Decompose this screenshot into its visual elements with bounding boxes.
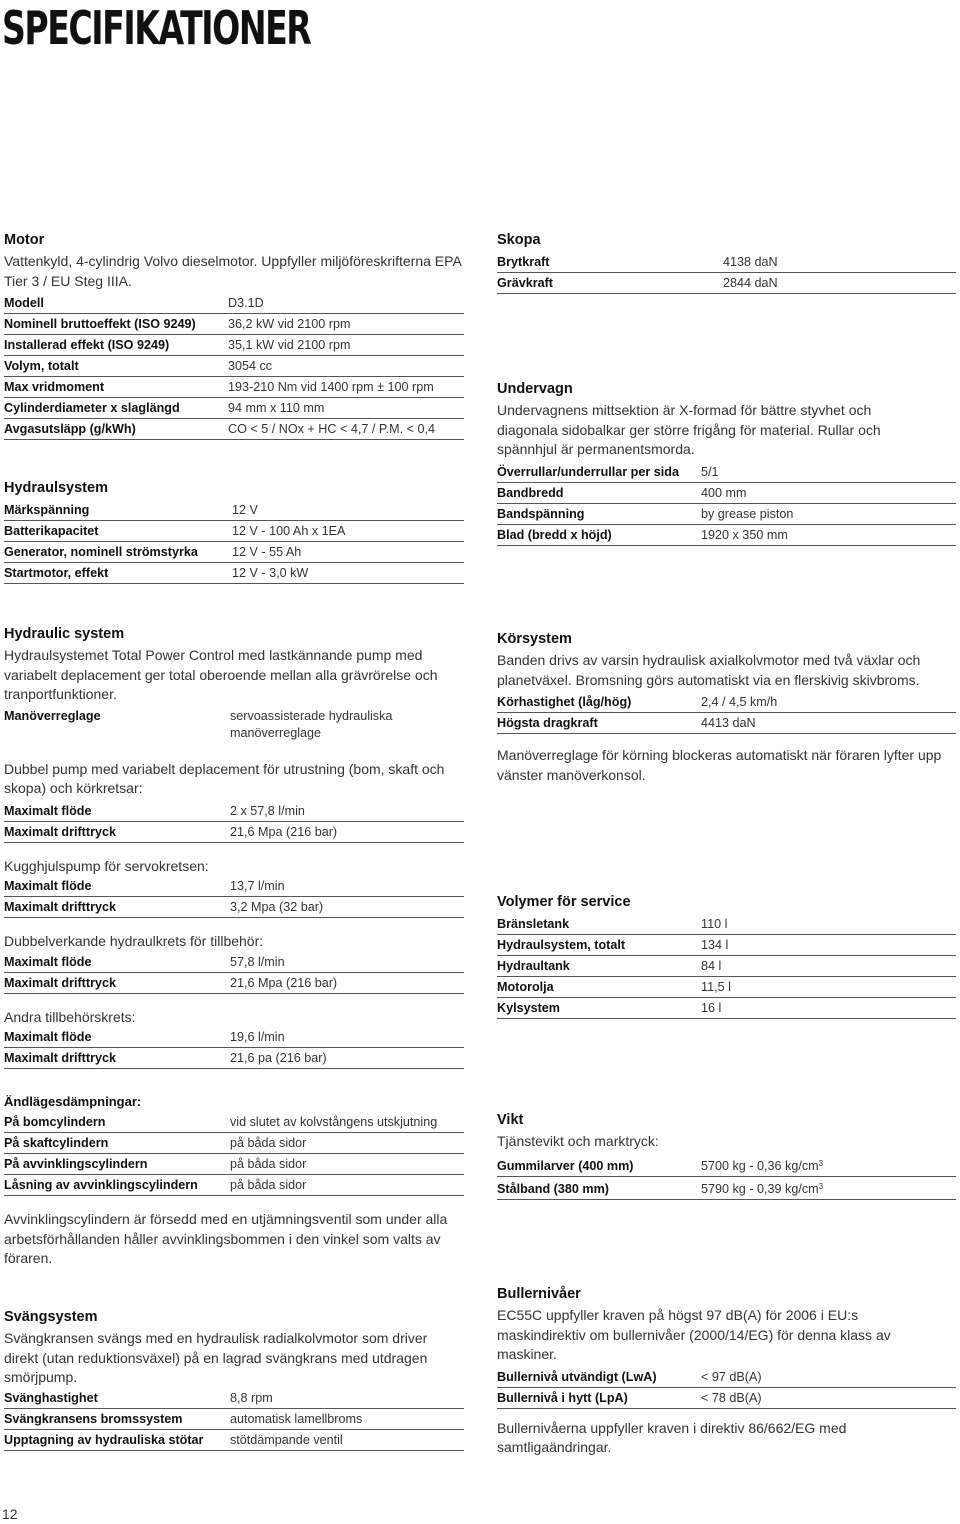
- andlage-heading: Ändlägesdämpningar:: [4, 1094, 142, 1109]
- table-row: Blad (bredd x höjd) 1920 x 350 mm: [497, 524, 956, 545]
- hydraulsystem-section: [4, 478, 464, 584]
- andlage-table: [4, 1112, 464, 1196]
- table-row: Nominell bruttoeffekt (ISO 9249) 36,2 kW vid 2100 rpm: [4, 314, 464, 335]
- vikt-table: [497, 1154, 956, 1200]
- motor-section: [4, 230, 464, 440]
- buller-intro: EC55C uppfyller kraven på högst 97 dB(A) för 2006 i EU:s maskindirektiv om bullernivåer (2000/14/EG) för denna klass av maskiner.: [497, 1307, 891, 1362]
- table-row: Avgasutsläpp (g/kWh) CO < 5 / NOx + HC < 4,7 / P.M. < 0,4: [4, 419, 464, 440]
- table-row: Grävkraft 2844 daN: [497, 273, 956, 294]
- table-row: Märkspänning 12 V: [4, 500, 464, 521]
- svang-table: [4, 1388, 464, 1451]
- motor-intro: Vattenkyld, 4-cylindrig Volvo dieselmotor. Uppfyller miljöföreskrifterna EPA Tier 3 / EU Steg IIIA.: [4, 253, 462, 289]
- hydraulsystem-table: [4, 500, 464, 584]
- table-row: Bränsletank 110 l: [497, 914, 956, 935]
- dubbel-intro: Dubbelverkande hydraulkrets för tillbehör:: [4, 933, 264, 949]
- korsystem-note: Manöverreglage för körning blockeras automatiskt när föraren lyfter upp vänster manöverkonsol.: [497, 747, 942, 783]
- table-row: Maximalt drifttryck 21,6 Mpa (216 bar): [4, 821, 464, 842]
- table-row: Maximalt drifttryck 21,6 Mpa (216 bar): [4, 972, 464, 993]
- table-row: Låsning av avvinklingscylindern på båda sidor: [4, 1175, 464, 1196]
- table-row: Körhastighet (låg/hög) 2,4 / 4,5 km/h: [497, 692, 956, 713]
- table-row: Svänghastighet 8,8 rpm: [4, 1388, 464, 1409]
- table-row: På avvinklingscylindern på båda sidor: [4, 1154, 464, 1175]
- table-row: Bullernivå i hytt (LpA) < 78 dB(A): [497, 1387, 956, 1408]
- undervagn-section: [497, 379, 956, 546]
- korsystem-section: [497, 629, 956, 785]
- table-row: Motorolja 11,5 l: [497, 977, 956, 998]
- korsystem-table: [497, 692, 956, 734]
- table-row: Maximalt flöde 2 x 57,8 l/min: [4, 801, 464, 822]
- table-row: Gummilarver (400 mm) 5700 kg - 0,36 $kg/cm^3$: [497, 1154, 956, 1177]
- table-row: Maximalt flöde 13,7 l/min: [4, 876, 464, 897]
- andlage-section: [4, 1092, 464, 1269]
- buller-section: [497, 1284, 956, 1458]
- undervagn-intro: Undervagnens mittsektion är X-formad för bättre styvhet och diagonala sidobalkar ger större frigång för material. Rullar och spännhjul är permanentsmorda.: [497, 402, 881, 457]
- table-row: Batterikapacitet 12 V - 100 Ah x 1EA: [4, 521, 464, 542]
- skopa-section: [497, 230, 956, 294]
- vikt-intro: Tjänstevikt och marktryck:: [497, 1133, 659, 1149]
- table-row: Manöverreglage servoassisterade hydrauliska manöverreglage: [4, 708, 393, 740]
- hydraulic-section: [4, 624, 464, 1069]
- table-row: Generator, nominell strömstyrka 12 V - 55 Ah: [4, 542, 464, 563]
- page-title: SPECIFIKATIONER: [2, 1, 311, 55]
- table-row: Hydraultank 84 l: [497, 956, 956, 977]
- volymer-table: [497, 914, 956, 1019]
- undervagn-heading: Undervagn: [497, 381, 573, 397]
- table-row: På skaftcylindern på båda sidor: [4, 1133, 464, 1154]
- table-row: Kylsystem 16 l: [497, 998, 956, 1019]
- buller-note: Bullernivåerna uppfyller kraven i direktiv 86/662/EG med samtligaändringar.: [497, 1419, 847, 1455]
- table-row: Maximalt flöde 19,6 l/min: [4, 1027, 464, 1048]
- andlage-note: Avvinklingscylindern är försedd med en utjämningsventil som under alla arbetsförhållanden håller avvinklingsbommen i den vinkel som valts av föraren.: [4, 1211, 448, 1266]
- table-row: Volym, totalt 3054 cc: [4, 356, 464, 377]
- page-number: 12: [2, 1506, 18, 1522]
- table-row: Överrullar/underrullar per sida 5/1: [497, 462, 956, 483]
- pump-table: [4, 801, 464, 843]
- pump-intro: Dubbel pump med variabelt deplacement för utrustning (bom, skaft och skopa) och körkretsar:: [4, 760, 445, 796]
- table-row: Bandbredd 400 mm: [497, 482, 956, 503]
- buller-heading: Bullernivåer: [497, 1286, 581, 1302]
- table-row: Max vridmoment 193-210 Nm vid 1400 rpm ± 100 rpm: [4, 377, 464, 398]
- hydraulic-intro: Hydraulsystemet Total Power Control med lastkännande pump med variabelt deplacement ger total oberoende mellan alla grävrörelse och tranportfunktioner.: [4, 647, 438, 702]
- motor-table: [4, 293, 464, 440]
- table-row: På bomcylindern vid slutet av kolvstångens utskjutning: [4, 1112, 464, 1133]
- kugg-intro: Kugghjulspump för servokretsen:: [4, 857, 209, 874]
- volymer-section: [497, 892, 956, 1019]
- undervagn-table: [497, 462, 956, 546]
- table-row: Svängkransens bromssystem automatisk lamellbroms: [4, 1408, 464, 1429]
- vikt-section: [497, 1110, 956, 1200]
- table-row: Cylinderdiameter x slaglängd 94 mm x 110 mm: [4, 398, 464, 419]
- table-row: Brytkraft 4138 daN: [497, 252, 956, 273]
- vikt-heading: Vikt: [497, 1112, 524, 1128]
- kugg-table: [4, 876, 464, 918]
- table-row: Installerad effekt (ISO 9249) 35,1 kW vid 2100 rpm: [4, 335, 464, 356]
- svang-section: [4, 1307, 464, 1451]
- skopa-heading: Skopa: [497, 232, 541, 248]
- manover-table: [4, 707, 464, 742]
- volymer-heading: Volymer för service: [497, 894, 631, 910]
- hydraulic-heading: Hydraulic system: [4, 626, 125, 642]
- svang-intro: Svängkransen svängs med en hydraulisk radialkolvmotor som driver direkt (utan reduktionsväxel) på en lagrad svängkrans med utdragen smörjpump.: [4, 1330, 428, 1385]
- korsystem-intro: Banden drivs av varsin hydraulisk axialkolvmotor med två växlar och planetväxel. Bromsning görs automatiskt via en flerskivig skivbroms.: [497, 652, 921, 688]
- svang-heading: Svängsystem: [4, 1309, 98, 1325]
- andra-intro: Andra tillbehörskrets:: [4, 1008, 136, 1025]
- table-row: Bullernivå utvändigt (LwA) < 97 dB(A): [497, 1367, 956, 1388]
- skopa-table: [497, 252, 956, 294]
- korsystem-heading: Körsystem: [497, 631, 572, 647]
- motor-heading: Motor: [4, 232, 45, 248]
- andra-table: [4, 1027, 464, 1069]
- table-row: Bandspänning by grease piston: [497, 503, 956, 524]
- table-row: Modell D3.1D: [4, 293, 464, 314]
- table-row: Maximalt flöde 57,8 l/min: [4, 952, 464, 973]
- table-row: Upptagning av hydrauliska stötar stötdämpande ventil: [4, 1429, 464, 1450]
- table-row: Stålband (380 mm) 5790 kg - 0,39 $kg/cm^3$: [497, 1176, 956, 1199]
- hydraulsystem-heading: Hydraulsystem: [4, 480, 108, 496]
- table-row: Startmotor, effekt 12 V - 3,0 kW: [4, 563, 464, 584]
- buller-table: [497, 1367, 956, 1409]
- table-row: Maximalt drifttryck 21,6 pa (216 bar): [4, 1048, 464, 1069]
- dubbel-table: [4, 952, 464, 994]
- table-row: Högsta dragkraft 4413 daN: [497, 713, 956, 734]
- table-row: Maximalt drifttryck 3,2 Mpa (32 bar): [4, 897, 464, 918]
- table-row: Hydraulsystem, totalt 134 l: [497, 935, 956, 956]
